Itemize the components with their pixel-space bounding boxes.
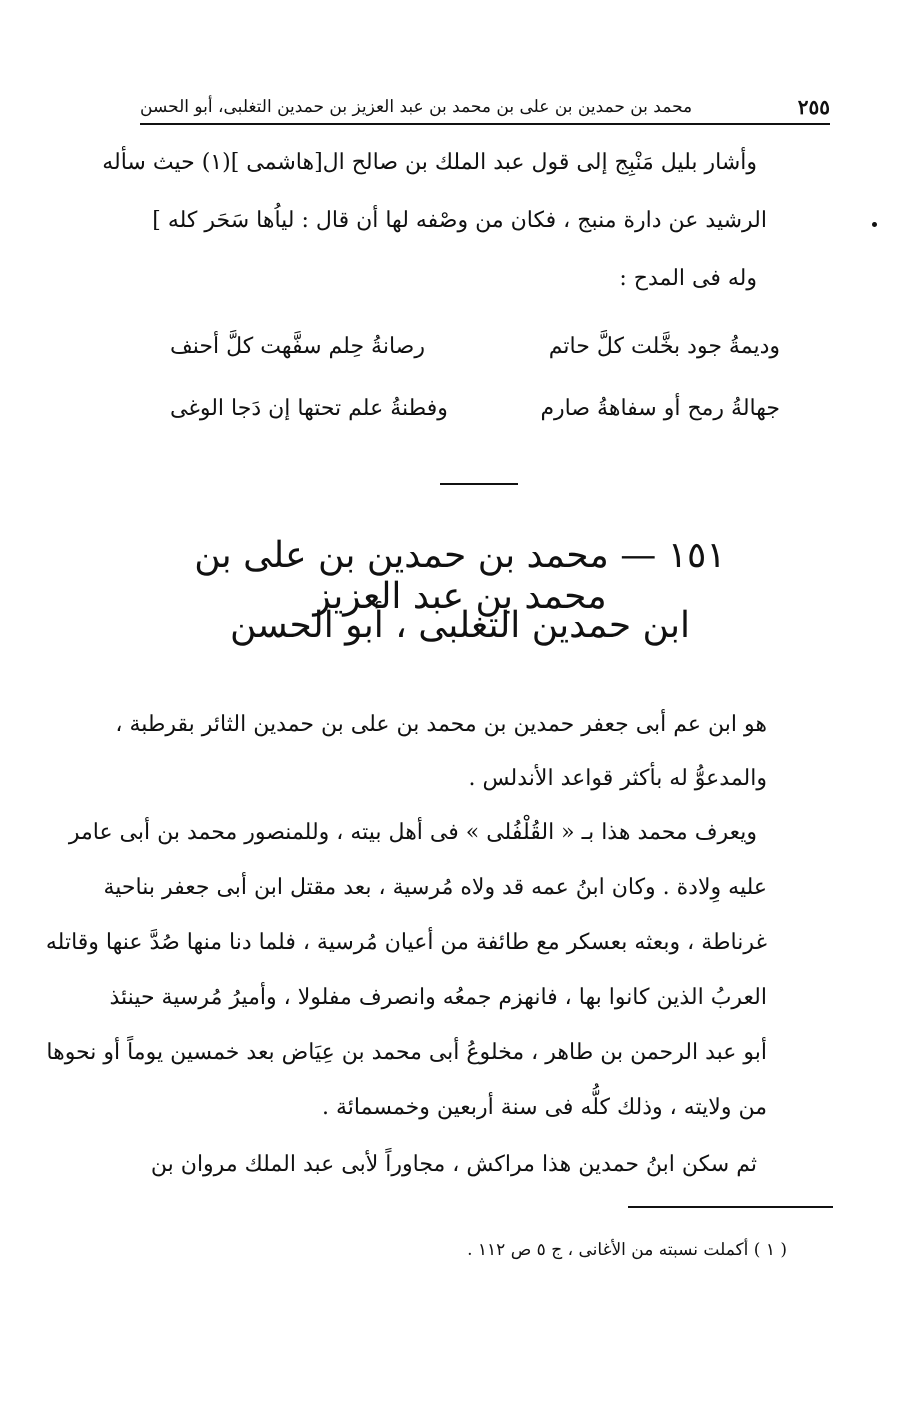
paragraph-line: ويعرف محمد هذا بـ « القُلْفُلى » فى أهل بيته ، وللمنصور محمد بن أبى عامر — [68, 820, 757, 845]
paragraph-line: عليه وِلادة . وكان ابنُ عمه قد ولاه مُرسية ، بعد مقتل ابن أبى جعفر بناحية — [103, 875, 767, 900]
section-divider — [440, 483, 518, 485]
header-rule — [140, 123, 830, 125]
verse-line — [170, 334, 780, 374]
verse-hemistich: رصانةُ حِلم سفَّهت كلَّ أحنف — [170, 334, 425, 359]
paragraph-line: من ولايته ، وذلك كلُّه فى سنة أربعين وخمسمائة . — [322, 1095, 767, 1120]
intro-line-3: وله فى المدح : — [619, 266, 757, 291]
running-header — [140, 92, 830, 122]
verse-line — [170, 396, 780, 436]
footnote: ( ١ ) أكملت نسبته من الأغانى ، ج ٥ ص ١١٢ . — [467, 1240, 787, 1260]
paragraph-line: هو ابن عم أبى جعفر حمدين بن محمد بن على بن حمدين الثائر بقرطبة ، — [115, 712, 767, 737]
page-number: ٢٥٥ — [797, 95, 830, 119]
margin-dot — [872, 222, 877, 227]
verse-hemistich: جهالةُ رمح أو سفاهةُ صارم — [540, 396, 780, 421]
paragraph-line: غرناطة ، وبعثه بعسكر مع طائفة من أعيان مُرسية ، فلما دنا منها صُدَّ عنها وقاتله — [45, 930, 767, 955]
intro-line-1: وأشار بليل مَنْبِج إلى قول عبد الملك بن صالح ال[هاشمى ](١) حيث سأله — [102, 150, 757, 175]
paragraph-line: ثم سكن ابنُ حمدين هذا مراكش ، مجاوراً لأبى عبد الملك مروان بن — [150, 1152, 757, 1177]
verse-hemistich: وفطنةُ علم تحتها إن دَجا الوغى — [170, 396, 448, 421]
paragraph-line: العربُ الذين كانوا بها ، فانهزم جمعُه وانصرف مفلولا ، وأميرُ مُرسية حينئذ — [109, 985, 767, 1010]
paragraph-line: أبو عبد الرحمن بن طاهر ، مخلوعُ أبى محمد بن عِيَاض بعد خمسين يوماً أو نحوها — [46, 1040, 767, 1065]
entry-title-line-2: ابن حمدين التغلبى ، أبو الحسن — [230, 605, 690, 646]
header-title: محمد بن حمدين بن على بن محمد بن عبد العزيز بن حمدين التغلبى، أبو الحسن — [140, 97, 693, 117]
intro-line-2: الرشيد عن دارة منبج ، فكان من وصْفه لها أن قال : لياُها سَحَر كله ] — [152, 208, 767, 233]
entry-title-line-1: ١٥١ — محمد بن حمدين بن على بن محمد بن عبد العزيز — [194, 535, 726, 617]
paragraph-line: والمدعوُّ له بأكثر قواعد الأندلس . — [468, 766, 767, 791]
verse-hemistich: وديمةُ جود بخَّلت كلَّ حاتم — [548, 334, 780, 359]
footnote-rule — [628, 1206, 833, 1208]
